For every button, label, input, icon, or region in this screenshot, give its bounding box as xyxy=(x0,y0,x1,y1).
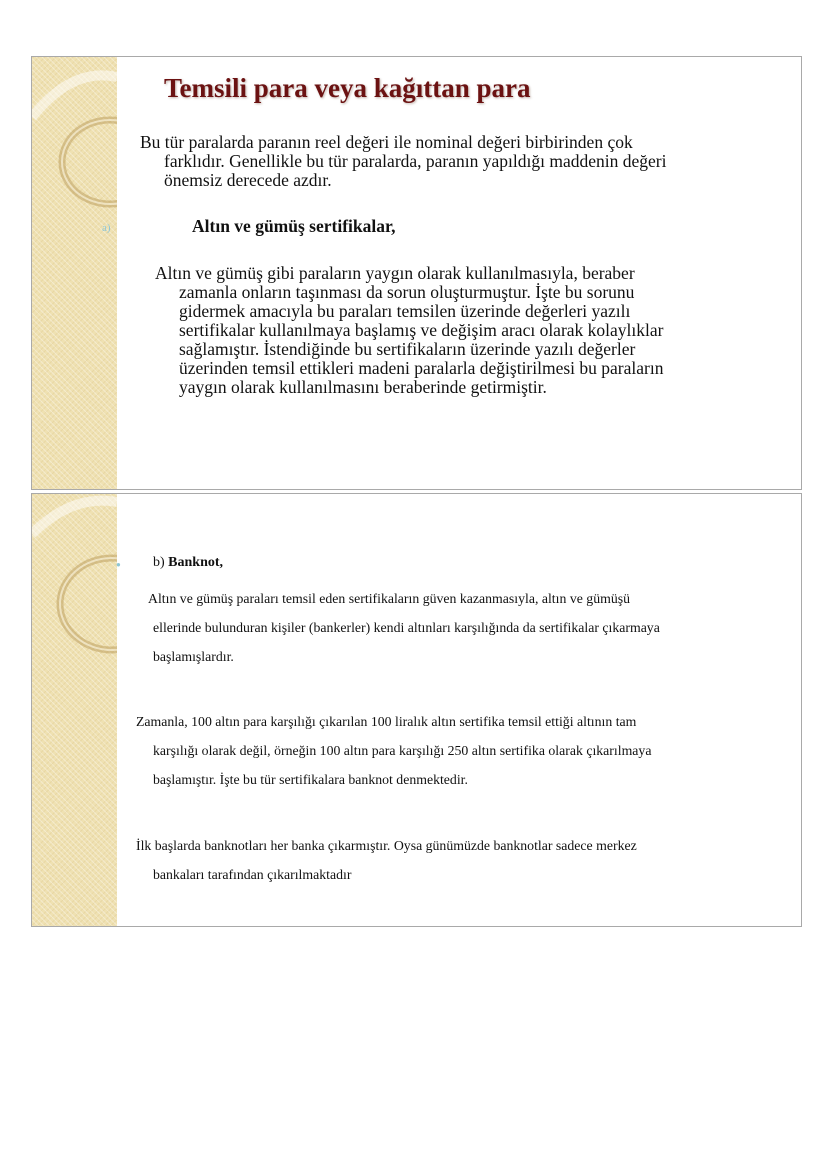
body-line: yaygın olarak kullanılmasını beraberinde getirmiştir. xyxy=(179,377,547,397)
paragraph-line: karşılığı olarak değil, örneğin 100 altın para karşılığı 250 altın sertifika olarak çıkarılmaya xyxy=(153,743,652,758)
paragraph-line: başlamıştır. İşte bu tür sertifikalara banknot denmektedir. xyxy=(153,772,468,787)
paragraph-line: Altın ve gümüş paraları temsil eden sertifikaların güven kazanmasıyla, altın ve gümüşü xyxy=(148,591,630,606)
decorative-ring-icon xyxy=(32,494,117,654)
body-line: Altın ve gümüş gibi paraların yaygın olarak kullanılmasıyla, beraber xyxy=(155,263,635,283)
banknote-paragraph-2 xyxy=(136,707,651,794)
section-heading-a: Altın ve gümüş sertifikalar, xyxy=(192,216,396,236)
banknote-paragraph-1 xyxy=(148,584,660,671)
paragraph-line: ellerinde bulunduran kişiler (bankerler) kendi altınları karşılığında da sertifikalar çıkarmaya xyxy=(153,620,660,635)
bullet-dot-icon: ● xyxy=(116,560,121,569)
body-line: gidermek amacıyla bu paraları temsilen üzerinde değerleri yazılı xyxy=(179,301,631,321)
decorative-side-strip xyxy=(32,57,117,489)
intro-line: farklıdır. Genellikle bu tür paralarda, paranın yapıldığı maddenin değeri xyxy=(164,151,667,171)
body-paragraph xyxy=(155,264,663,397)
intro-line: Bu tür paralarda paranın reel değeri ile nominal değeri birbirinden çok xyxy=(140,132,633,152)
section-heading-b xyxy=(153,555,223,571)
body-line: üzerinden temsil ettikleri madeni paralarla değiştirilmesi bu paraların xyxy=(179,358,664,378)
intro-line: önemsiz derecede azdır. xyxy=(164,170,332,190)
section-heading-b-label: Banknot, xyxy=(168,555,224,570)
section-marker-b: b) xyxy=(153,555,165,570)
body-line: zamanla onların taşınması da sorun oluşturmuştur. İşte bu sorunu xyxy=(179,282,635,302)
paragraph-line: başlamışlardır. xyxy=(153,649,234,664)
banknote-paragraph-3 xyxy=(136,831,637,889)
paragraph-line: İlk başlarda banknotları her banka çıkarmıştır. Oysa günümüzde banknotlar sadece merkez xyxy=(136,838,637,853)
slide-2 xyxy=(31,493,802,927)
paragraph-line: bankaları tarafından çıkarılmaktadır xyxy=(153,867,352,882)
decorative-ring-icon xyxy=(32,57,117,217)
decorative-side-strip xyxy=(32,494,117,926)
slide-1 xyxy=(31,56,802,490)
body-line: sağlamıştır. İstendiğinde bu sertifikaların üzerinde yazılı değerler xyxy=(179,339,636,359)
body-line: sertifikalar kullanılmaya başlamış ve değişim aracı olarak kolaylıklar xyxy=(179,320,664,340)
intro-paragraph xyxy=(140,133,666,190)
section-marker-a: a) xyxy=(102,222,111,234)
slide-title: Temsili para veya kağıttan para xyxy=(164,73,531,103)
paragraph-line: Zamanla, 100 altın para karşılığı çıkarılan 100 liralık altın sertifika temsil ettiği altının tam xyxy=(136,714,637,729)
